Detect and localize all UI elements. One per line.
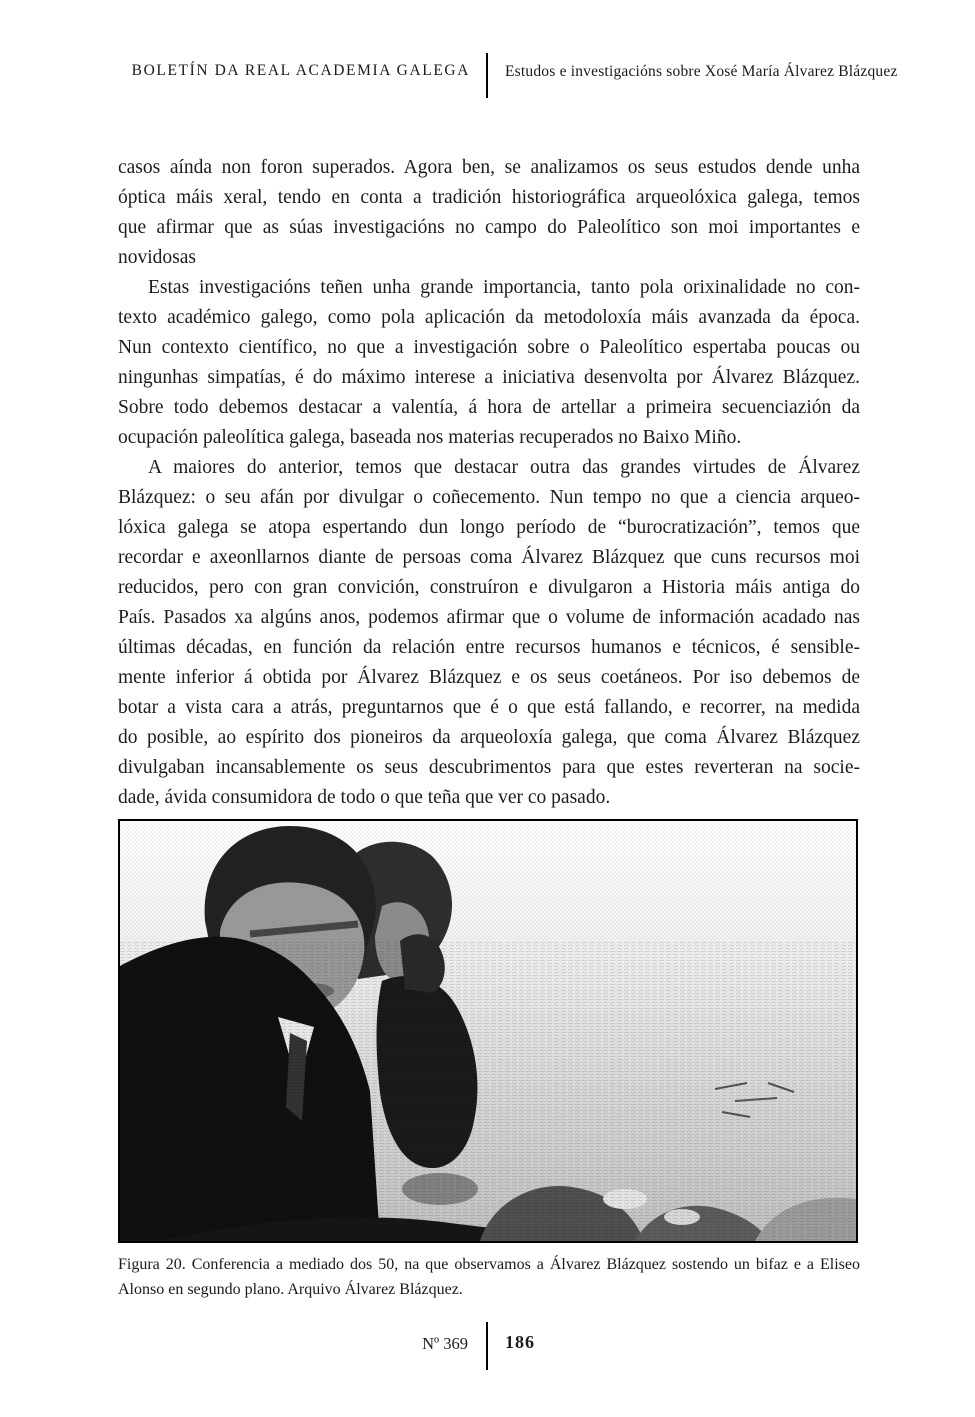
text-line: Alonso en segundo plano. Arquivo Álvarez Blázquez. (118, 1281, 463, 1298)
paragraph (118, 153, 860, 273)
text-line: mente inferior á obtida por Álvarez Blázquez e os seus coetáneos. Por iso debemos de (118, 667, 860, 688)
footer-divider-rule (486, 1322, 488, 1370)
text-line: Estas investigacións teñen unha grande importancia, tanto pola orixinalidade no con- (148, 277, 860, 298)
body-text (118, 153, 860, 813)
text-line: novidosas (118, 247, 196, 268)
text-line: recordar e axeonllarnos diante de persoas coma Álvarez Blázquez que cuns recursos moi (118, 547, 860, 568)
text-line: que afirmar que as súas investigacións no campo do Paleolítico son moi importantes e (118, 217, 860, 238)
text-line: Blázquez: o seu afán por divulgar o coñecemento. Nun tempo no que a ciencia arqueo- (118, 487, 860, 508)
header-journal-title: BOLETÍN DA REAL ACADEMIA GALEGA (131, 62, 470, 79)
text-line: botar a vista cara a atrás, preguntarnos que é o que está fallando, e recorrer, na medida (118, 697, 860, 718)
footer-page-number: 186 (505, 1332, 535, 1352)
figure-photo-frame (118, 819, 858, 1243)
text-line: dade, ávida consumidora de todo o que teña que ver co pasado. (118, 787, 611, 808)
text-line: lóxica galega se atopa espertando dun longo período de “burocratización”, temos que (118, 517, 860, 538)
text-line: óptica máis xeral, tendo en conta a tradición historiográfica arqueolóxica galega, temos (118, 187, 860, 208)
text-line: últimas décadas, en función da relación entre recursos humanos e técnicos, é sensible- (118, 637, 860, 658)
header-divider-rule (486, 53, 488, 98)
paragraph (118, 273, 860, 453)
text-line: do posible, ao espírito dos pioneiros da arqueoloxía galega, que coma Álvarez Blázquez (118, 727, 860, 748)
text-line: ningunhas simpatías, é do máximo interese a iniciativa desenvolta por Álvarez Blázquez. (118, 367, 860, 388)
figure-caption (118, 1252, 860, 1302)
text-line: reducidos, pero con gran convición, construíron e divulgaron a Historia máis antiga do (118, 577, 860, 598)
footer-issue-number: Nº 369 (422, 1334, 468, 1353)
text-line: casos aínda non foron superados. Agora ben, se analizamos os seus estudos dende unha (118, 157, 860, 178)
header-article-title: Estudos e investigacións sobre Xosé María Álvarez Blázquez (505, 63, 898, 80)
text-line: Figura 20. Conferencia a mediado dos 50, na que observamos a Álvarez Blázquez sostendo un bifaz e a Eliseo (118, 1256, 860, 1273)
paragraph (118, 453, 860, 813)
photo-halftone-overlay (120, 821, 856, 1241)
text-line: texto académico galego, como pola aplicación da metodoloxía máis avanzada da época. (118, 307, 860, 328)
text-line: País. Pasados xa algúns anos, podemos afirmar que o volume de información acadado nas (118, 607, 860, 628)
text-line: divulgaban incansablemente os seus descubrimentos para que estes reverteran na socie- (118, 757, 860, 778)
text-line: ocupación paleolítica galega, baseada nos materias recuperados no Baixo Miño. (118, 427, 742, 448)
text-line: A maiores do anterior, temos que destacar outra das grandes virtudes de Álvarez (148, 457, 860, 478)
conference-photo (120, 821, 856, 1241)
text-line: Sobre todo debemos destacar a valentía, á hora de artellar a primeira secuenciazión da (118, 397, 860, 418)
text-line: Nun contexto científico, no que a investigación sobre o Paleolítico espertaba poucas ou (118, 337, 860, 358)
